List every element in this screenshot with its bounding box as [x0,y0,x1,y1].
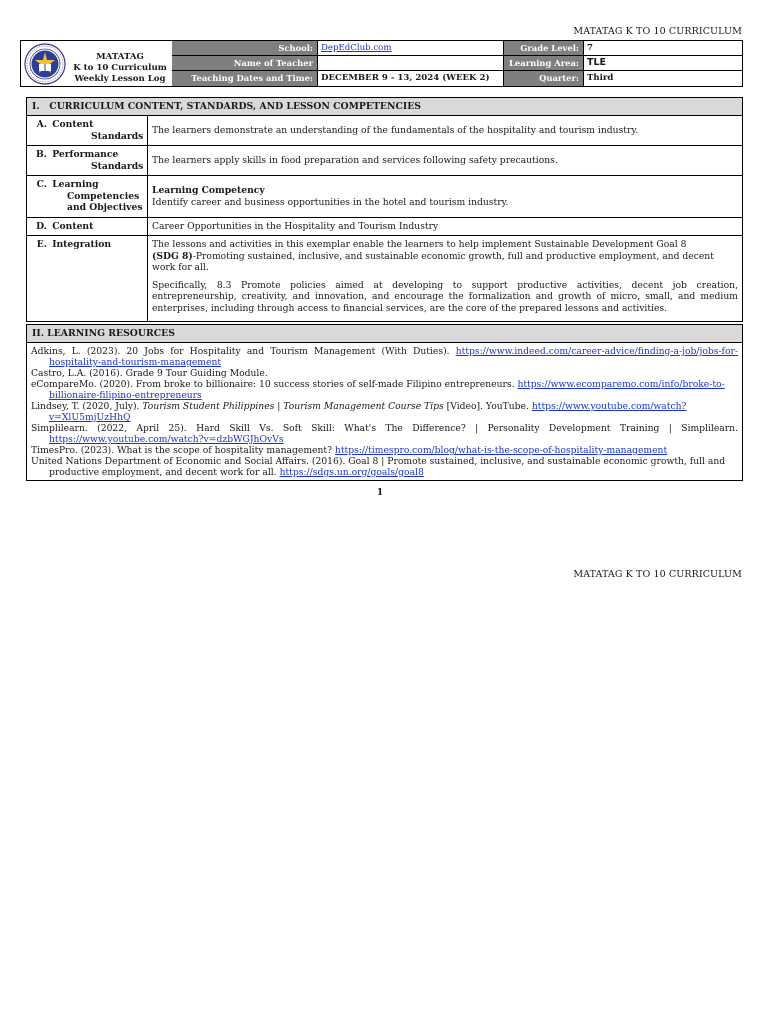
reference-item: Castro, L.A. (2016). Grade 9 Tour Guiding Module. [31,368,268,379]
competencies-label: C. Learning Competencies and Objectives [27,176,148,217]
reference-link[interactable]: https://www.ecomparemo.com/info/broke-to- billionaire-filipino-entrepreneurs [49,379,725,401]
performance-standards-label: B. Performance Standards [27,146,148,175]
deped-seal-icon [24,43,66,85]
curriculum-content-section [26,97,743,322]
content-text: Career Opportunities in the Hospitality and Tourism Industry [152,221,439,232]
reference-item: TimesPro. (2023). What is the scope of hospitality management? https://timespro.com/blog/what-is-the-scope-of-hospitality-management [31,445,668,456]
reference-link[interactable]: https://www.youtube.com/watch?v=XlU5mjUzHhQ [49,401,687,423]
reference-link[interactable]: https://timespro.com/blog/what-is-the-scope-of-hospitality-management [334,445,668,456]
integration-row [27,236,742,321]
grade-level-value: 7 [587,43,593,53]
header-title-block [21,41,173,86]
section1-title: I. CURRICULUM CONTENT, STANDARDS, AND LESSON COMPETENCIES [27,98,742,116]
header-fields [172,41,743,86]
school-label: School: [172,41,318,55]
grade-level-label: Grade Level: [504,41,584,55]
reference-link[interactable]: https://www.youtube.com/watch?v=dzbWGJhOvVs [49,434,284,445]
curriculum-header-page1: MATATAG K TO 10 CURRICULUM [573,26,742,37]
header-row-teacher [172,56,743,71]
content-standards-label: A. Content Standards [27,116,148,145]
lesson-log-header-table [20,40,743,87]
reference-link[interactable]: https://sdgs.un.org/goals/goal8 [279,467,424,478]
competencies-text [148,176,742,217]
reference-link[interactable]: https://www.indeed.com/career-advice/finding-a-job/jobs-for-hospitality-and-tourism-management [49,346,738,368]
header-title-line2: K to 10 Curriculum [73,63,167,73]
curriculum-header-page2: MATATAG K TO 10 CURRICULUM [573,569,742,580]
content-standards-text: The learners demonstrate an understanding of the fundamentals of the hospitality and tourism industry. [152,124,639,136]
performance-standards-text: The learners apply skills in food preparation and services following safety precautions. [152,154,558,166]
integration-label: E. Integration [27,236,148,321]
header-title [69,52,171,85]
header-title-line3: Weekly Lesson Log [74,74,166,84]
header-row-school [172,41,743,56]
competencies-row [27,176,742,218]
content-label: D. Content [27,218,148,235]
reference-item: United Nations Department of Economic and Social Affairs. (2016). Goal 8 | Promote sustained, inclusive, and sustainable economic growth, full and productive employment, and decent work for all. https://sdgs.un.org/goals/goal8 [31,456,726,478]
integration-paragraph1: The lessons and activities in this exemplar enable the learners to help implement Sustainable Development Goal 8 (SDG 8)-Promoting sustained, inclusive, and sustainable economic growth, full and productive employment, and decent work for all. [152,239,714,273]
school-value [318,41,504,55]
school-link[interactable]: DepEdClub.com [321,43,392,53]
quarter-label: Quarter: [504,71,584,86]
performance-standards-row [27,146,742,176]
integration-paragraph2: Specifically, 8.3 Promote policies aimed at developing to support productive activities, decent job creation, entrepreneurship, creativity, and innovation, and encourage the formalization and growth of micro, small, and medium enterprises, including through access to financial services, are the core of the prepared lessons and activities. [152,279,738,314]
teaching-dates-value: DECEMBER 9 - 13, 2024 (WEEK 2) [318,71,504,86]
reference-item: Lindsey, T. (2020, July). Tourism Student Philippines | Tourism Management Course Tips [Video]. YouTube. https://www.youtube.com/watch?v=XlU5mjUzHhQ [31,401,687,423]
section2-title: II. LEARNING RESOURCES [27,325,742,343]
teacher-value [318,56,504,70]
teaching-dates-label: Teaching Dates and Time: [172,71,318,86]
header-row-dates [172,71,743,86]
teacher-label: Name of Teacher [172,56,318,70]
reference-item: eCompareMo. (2020). From broke to billionaire: 10 success stories of self-made Filipino entrepreneurs. https://www.ecomparemo.com/info/broke-to- billionaire-filipino-entrepreneurs [31,379,725,401]
integration-text [148,236,742,321]
page-number: 1 [376,488,384,498]
reference-item: Simplilearn. (2022, April 25). Hard Skill Vs. Soft Skill: What's The Difference? | Personality Development Training | Simplilearn. https://www.youtube.com/watch?v=dzbWGJhOvVs [31,423,738,445]
competency-heading: Learning Competency [152,185,265,196]
reference-list [27,343,742,480]
competency-text: Identify career and business opportunities in the hotel and tourism industry. [152,196,509,208]
header-title-line1: MATATAG [96,52,144,62]
content-row [27,218,742,236]
learning-area-value: TLE [587,57,607,68]
content-standards-row [27,116,742,146]
quarter-value: Third [587,73,614,83]
learning-area-label: Learning Area: [504,56,584,70]
reference-item: Adkins, L. (2023). 20 Jobs for Hospitality and Tourism Management (With Duties). https://www.indeed.com/career-advice/finding-a-job/jobs-for-hospitality-and-tourism-management [31,346,738,368]
learning-resources-section [26,324,743,481]
